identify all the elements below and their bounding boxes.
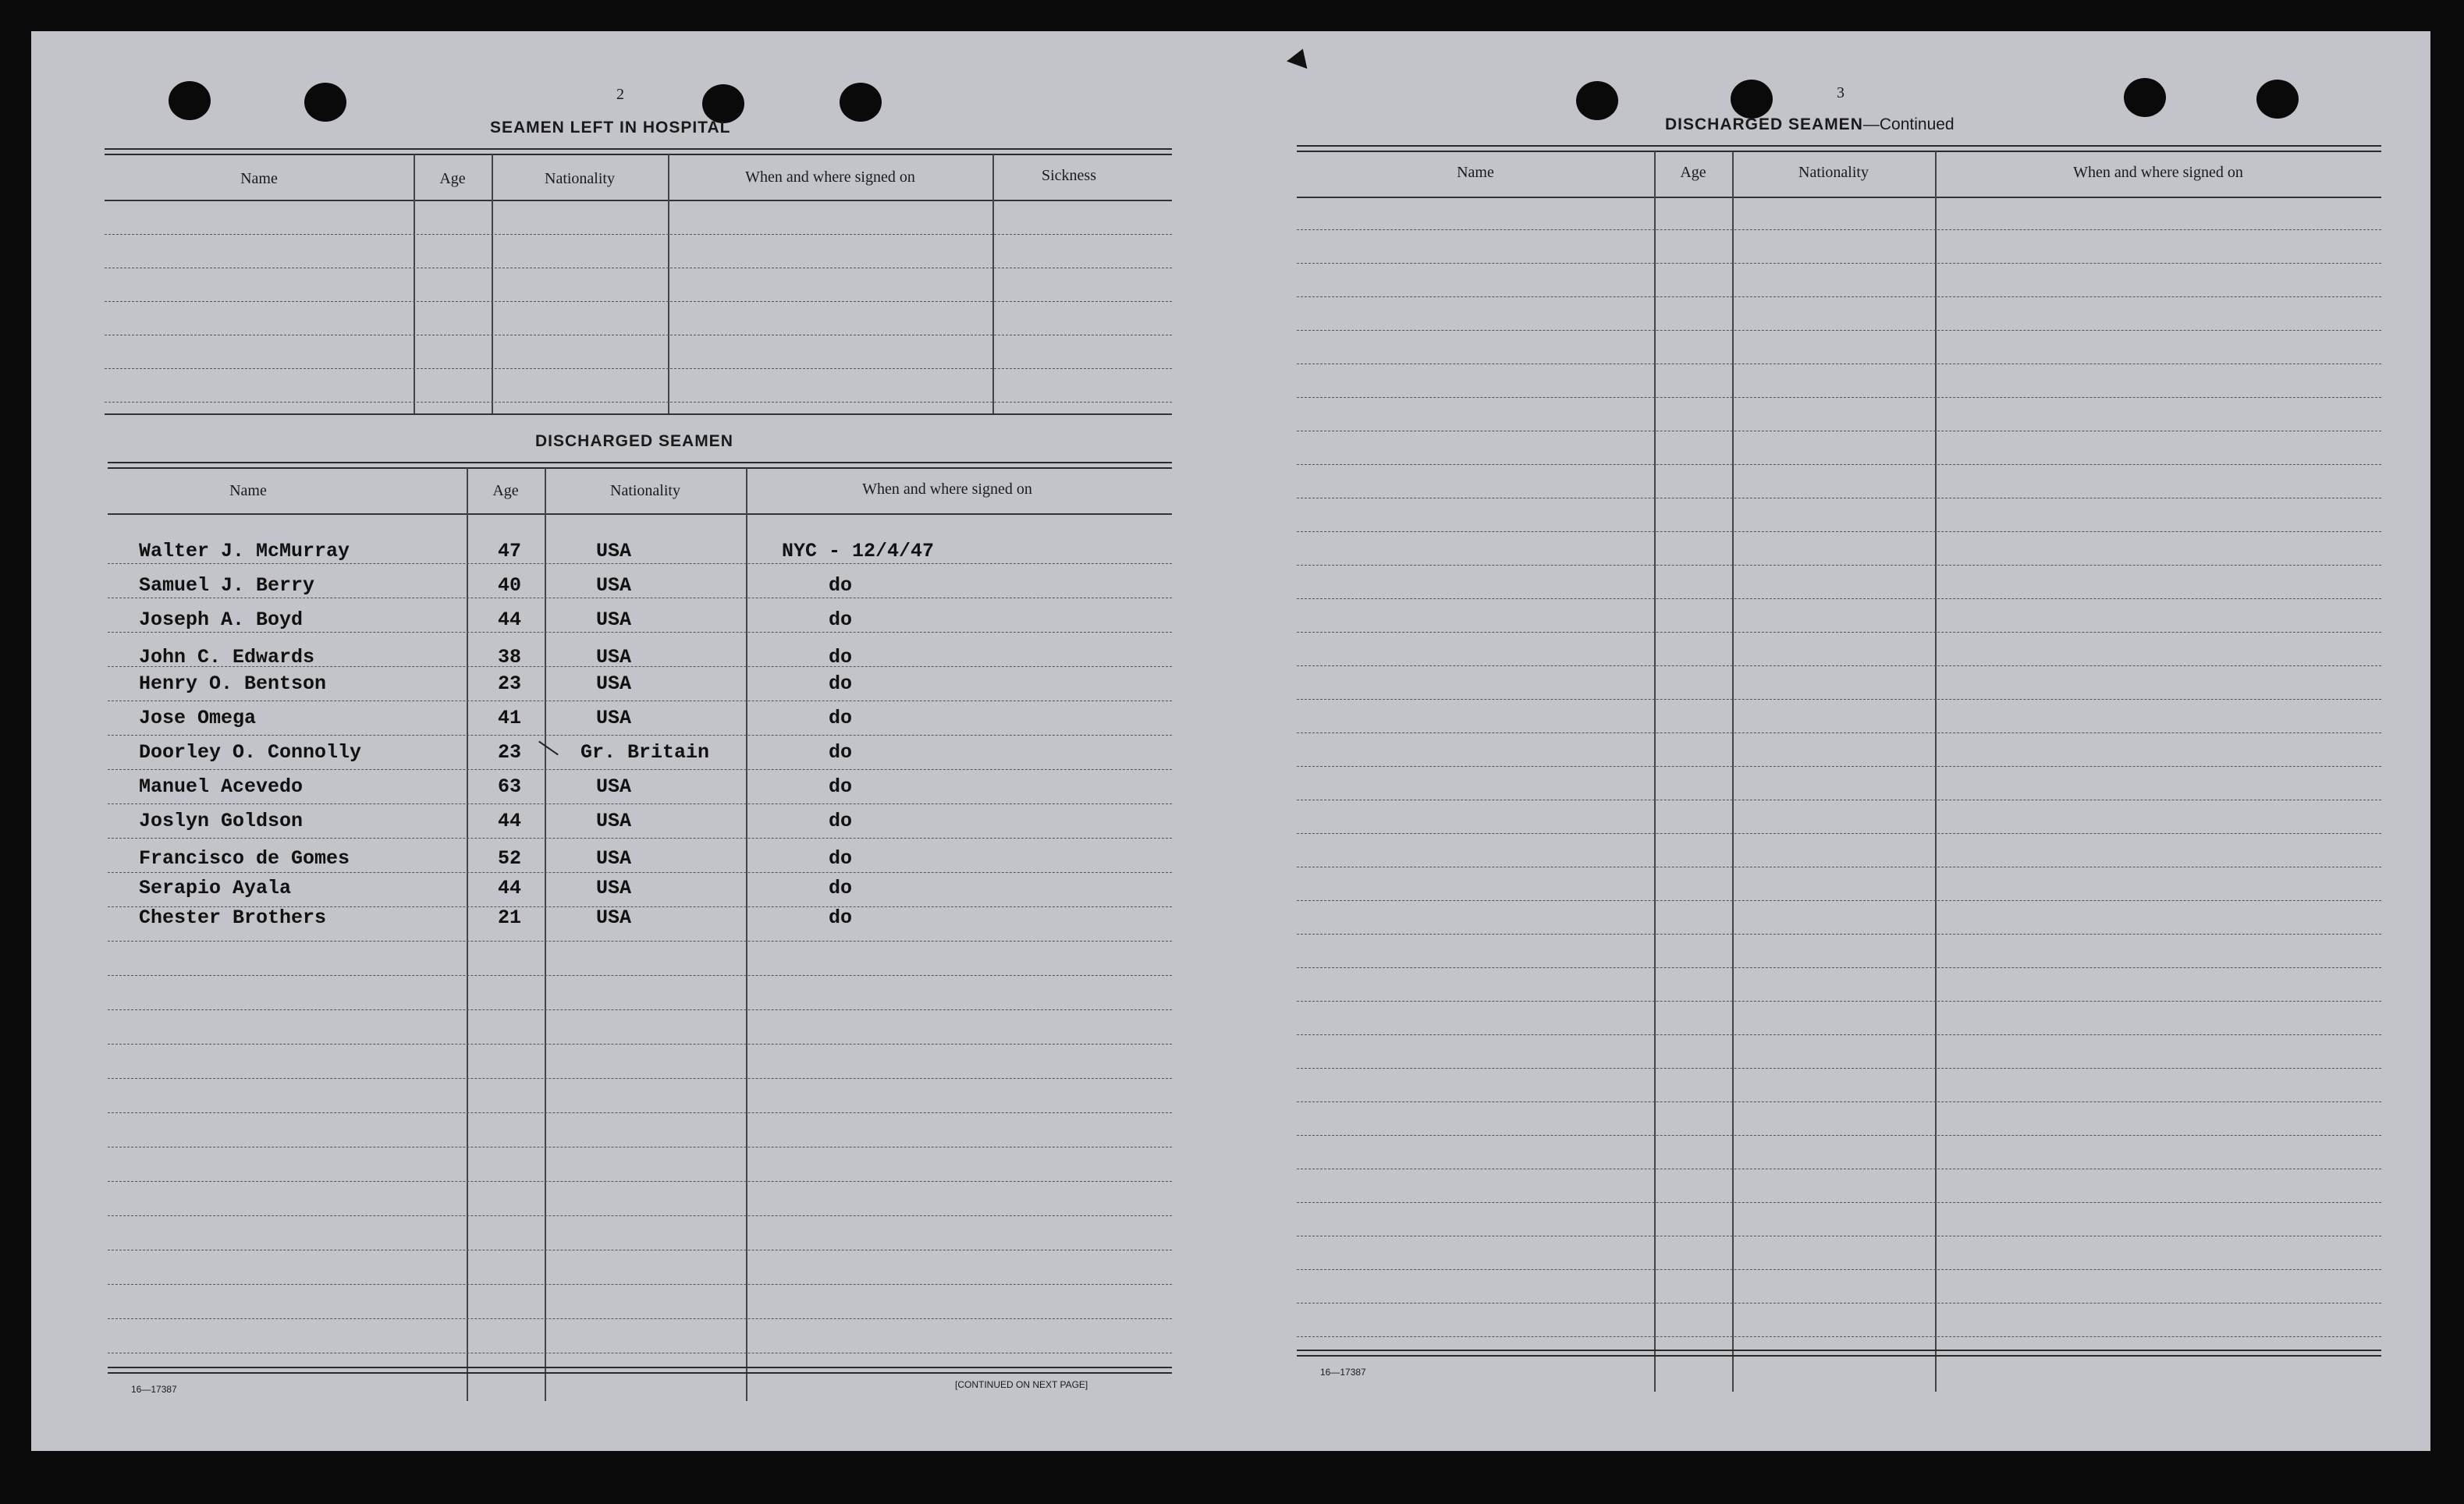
row-name: Doorley O. Connolly [139, 741, 362, 764]
row-line [108, 563, 1172, 564]
row-line [108, 632, 1172, 633]
row-line [1297, 1068, 2381, 1069]
discharged-col-age: Age [492, 482, 519, 499]
hospital-col-nationality: Nationality [545, 170, 615, 187]
discharged-table-top-rule [108, 462, 1172, 469]
row-age: 44 [498, 810, 522, 832]
hospital-col-age: Age [439, 170, 466, 187]
row-line [1297, 1101, 2381, 1102]
discharged-col-divider [545, 468, 546, 1401]
row-name: Joslyn Goldson [139, 810, 304, 832]
hospital-col-name: Name [240, 170, 278, 187]
punch-hole [2124, 78, 2166, 117]
row-age: 23 [498, 672, 522, 695]
row-line [1297, 900, 2381, 901]
row-nationality: USA [596, 574, 632, 597]
page-number-right: 3 [1837, 84, 1844, 101]
hospital-table-bottom-rule [105, 413, 1172, 415]
row-nationality: USA [596, 672, 632, 695]
row-line [1297, 1202, 2381, 1203]
row-line [1297, 967, 2381, 968]
hospital-row-line [105, 301, 1172, 302]
row-name: Samuel J. Berry [139, 574, 315, 597]
hospital-col-divider [492, 154, 493, 413]
document-sheet [31, 31, 2430, 1470]
row-line [1297, 598, 2381, 599]
row-age: 63 [498, 775, 522, 798]
row-line [108, 975, 1172, 976]
row-line [1297, 632, 2381, 633]
row-line [1297, 464, 2381, 465]
punch-hole [304, 83, 346, 122]
row-line [108, 1078, 1172, 1079]
discharged-col-name: Name [229, 482, 267, 499]
row-line [108, 941, 1172, 942]
right-col-nationality: Nationality [1798, 164, 1869, 181]
hospital-col-divider [414, 154, 415, 413]
hospital-table-top-rule [105, 148, 1172, 155]
row-line [108, 1009, 1172, 1010]
paper-mark [1287, 45, 1313, 69]
form-number-left: 16—17387 [131, 1384, 177, 1395]
punch-hole [840, 83, 882, 122]
row-name: Manuel Acevedo [139, 775, 304, 798]
punch-hole [2256, 80, 2299, 119]
hospital-col-divider [992, 154, 994, 413]
row-line [1297, 1336, 2381, 1337]
row-nationality: USA [596, 608, 632, 631]
row-line [108, 803, 1172, 804]
discharged-section-title: DISCHARGED SEAMEN [535, 432, 733, 450]
hospital-section-title: SEAMEN LEFT IN HOSPITAL [490, 119, 731, 137]
row-line [108, 735, 1172, 736]
row-line [108, 1181, 1172, 1182]
discharged-col-divider [467, 468, 468, 1401]
row-line [1297, 699, 2381, 700]
right-header-rule [1297, 197, 2381, 198]
row-line [108, 838, 1172, 839]
row-signed-on: do [829, 672, 853, 695]
right-section-title-suffix: —Continued [1862, 115, 1955, 133]
hospital-header-rule [105, 200, 1172, 201]
right-table-top-rule [1297, 145, 2381, 152]
row-nationality: USA [596, 646, 632, 669]
hospital-row-line [105, 402, 1172, 403]
punch-hole [702, 84, 744, 123]
row-name: Henry O. Bentson [139, 672, 327, 695]
right-col-divider [1935, 151, 1937, 1392]
row-line [1297, 833, 2381, 834]
row-age: 38 [498, 646, 522, 669]
row-nationality: USA [596, 810, 632, 832]
row-line [1297, 1135, 2381, 1136]
row-line [108, 1112, 1172, 1113]
hospital-row-line [105, 368, 1172, 369]
page-number-left: 2 [616, 86, 624, 103]
row-age: 47 [498, 540, 522, 562]
row-name: Francisco de Gomes [139, 847, 350, 870]
hospital-row-line [105, 234, 1172, 235]
row-signed-on: do [829, 707, 853, 729]
row-age: 44 [498, 608, 522, 631]
right-col-age: Age [1680, 164, 1706, 181]
discharged-col-divider [746, 468, 747, 1401]
row-age: 23 [498, 741, 522, 764]
row-age: 21 [498, 906, 522, 929]
row-age: 40 [498, 574, 522, 597]
hospital-col-divider [668, 154, 669, 413]
row-nationality: Gr. Britain [580, 741, 710, 764]
row-signed-on: do [829, 741, 853, 764]
row-nationality: USA [596, 707, 632, 729]
row-line [108, 1318, 1172, 1319]
row-nationality: USA [596, 540, 632, 562]
row-line [1297, 296, 2381, 297]
check-mark [538, 741, 559, 756]
discharged-col-nationality: Nationality [610, 482, 680, 499]
row-line [108, 872, 1172, 873]
row-line [1297, 665, 2381, 666]
punch-hole [1576, 81, 1618, 120]
right-table-bottom-rule [1297, 1350, 2381, 1357]
row-line [1297, 1001, 2381, 1002]
row-nationality: USA [596, 847, 632, 870]
punch-hole [1731, 80, 1773, 119]
row-line [108, 1284, 1172, 1285]
row-line [108, 1147, 1172, 1148]
right-section-title-main: DISCHARGED SEAMEN [1665, 115, 1863, 133]
discharged-header-rule [108, 513, 1172, 515]
right-col-signed-on: When and where signed on [2073, 164, 2243, 181]
row-line [1297, 732, 2381, 733]
row-line [1297, 1269, 2381, 1270]
right-col-name: Name [1457, 164, 1494, 181]
row-line [1297, 229, 2381, 230]
row-age: 41 [498, 707, 522, 729]
row-signed-on: do [829, 906, 853, 929]
row-name: Joseph A. Boyd [139, 608, 304, 631]
row-signed-on: NYC - 12/4/47 [782, 540, 935, 562]
row-signed-on: do [829, 646, 853, 669]
row-name: John C. Edwards [139, 646, 315, 669]
row-line [1297, 1303, 2381, 1304]
right-col-divider [1654, 151, 1656, 1392]
row-line [108, 769, 1172, 770]
row-name: Walter J. McMurray [139, 540, 350, 562]
right-col-divider [1732, 151, 1734, 1392]
form-number-right: 16—17387 [1320, 1367, 1366, 1378]
row-signed-on: do [829, 810, 853, 832]
row-name: Chester Brothers [139, 906, 327, 929]
continued-note: [CONTINUED ON NEXT PAGE] [955, 1379, 1088, 1390]
row-nationality: USA [596, 775, 632, 798]
discharged-col-signed-on: When and where signed on [862, 481, 1032, 498]
row-signed-on: do [829, 775, 853, 798]
row-name: Serapio Ayala [139, 877, 292, 899]
row-nationality: USA [596, 877, 632, 899]
row-signed-on: do [829, 574, 853, 597]
right-section-title [1665, 115, 1955, 134]
row-line [1297, 531, 2381, 532]
row-signed-on: do [829, 877, 853, 899]
row-name: Jose Omega [139, 707, 257, 729]
row-signed-on: do [829, 847, 853, 870]
row-line [108, 1215, 1172, 1216]
row-age: 52 [498, 847, 522, 870]
discharged-table-bottom-rule [108, 1367, 1172, 1374]
row-line [1297, 397, 2381, 398]
row-line [108, 1044, 1172, 1045]
row-line [1297, 565, 2381, 566]
row-line [1297, 766, 2381, 767]
row-line [1297, 263, 2381, 264]
scan-edge [0, 1451, 2464, 1504]
row-nationality: USA [596, 906, 632, 929]
hospital-col-sickness: Sickness [1042, 167, 1096, 184]
row-age: 44 [498, 877, 522, 899]
row-line [1297, 934, 2381, 935]
row-line [1297, 1034, 2381, 1035]
row-signed-on: do [829, 608, 853, 631]
row-line [1297, 330, 2381, 331]
punch-hole [169, 81, 211, 120]
hospital-col-signed-on: When and where signed on [745, 168, 915, 186]
